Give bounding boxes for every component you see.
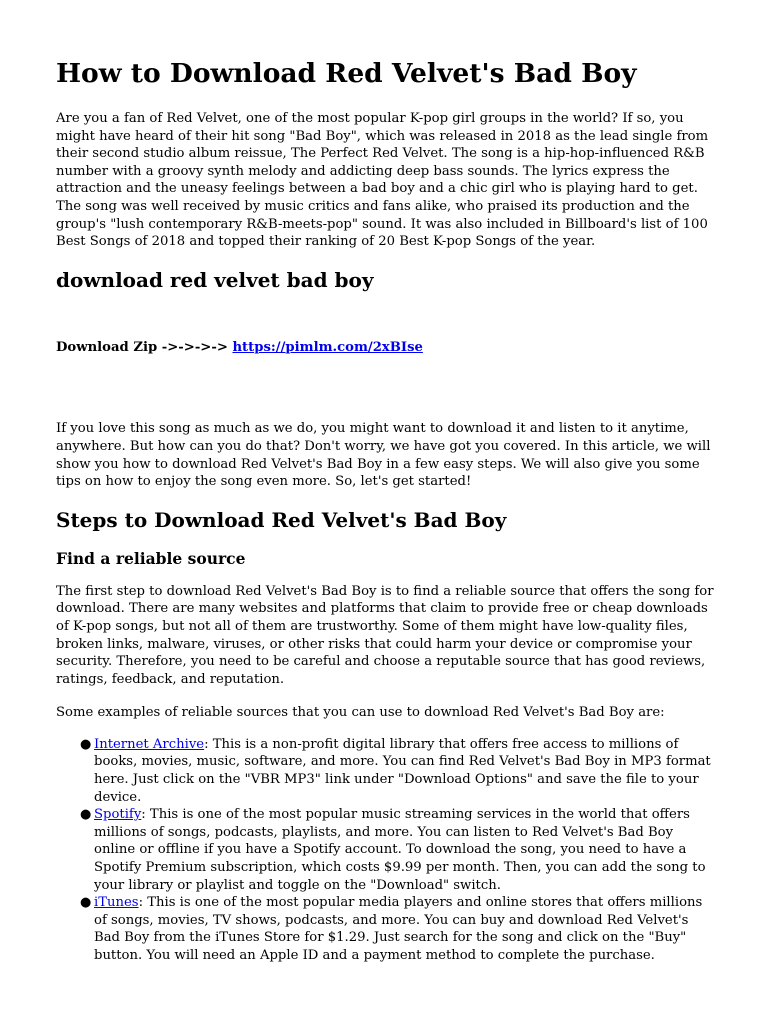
source-heading: Find a reliable source [56, 548, 246, 568]
sources-list [56, 736, 714, 965]
steps-heading: Steps to Download Red Velvet's Bad Boy [56, 507, 507, 532]
source-description: : This is one of the most popular music streaming services in the world that offers millions of songs, podcasts, playlists, and more. You can listen to Red Velvet's Bad Boy online or offline if you have a Spotify account. To download the song, you need to have a Spotify Premium subscription, which costs $9.99 per month. Then, you can add the song to your library or playlist and toggle on the "Download" switch. [94, 807, 706, 893]
list-item [80, 806, 714, 894]
bullet-icon: ● [80, 807, 92, 823]
bullet-icon: ● [80, 736, 92, 752]
body-paragraph-4: Some examples of reliable sources that you can use to download Red Velvet's Bad Boy are: [56, 705, 665, 721]
source-link-itunes[interactable]: iTunes [94, 895, 139, 911]
body-paragraph-3: The first step to download Red Velvet's Bad Boy is to find a reliable source that offers the song for download. There are many websites and platforms that claim to provide free or cheap downloads of K-pop songs, but not all of them are trustworthy. Some of them might have low-quality files, broken links, malware, viruses, or other risks that could harm your device or compromise your security. Therefore, you need to be careful and choose a reputable source that has good reviews, ratings, feedback, and reputation. [56, 583, 714, 687]
source-link-spotify[interactable]: Spotify [94, 807, 142, 823]
source-description: : This is a non-profit digital library that offers free access to millions of books, movies, music, software, and more. You can find Red Velvet's Bad Boy in MP3 format here. Just click on the "VBR MP3" link under "Download Options" and save the file to your device. [94, 736, 711, 805]
source-link-internet-archive[interactable]: Internet Archive [94, 736, 205, 752]
body-paragraph-2: If you love this song as much as we do, you might want to download it and listen to it anytime, anywhere. But how can you do that? Don't worry, we have got you covered. In this article, we will show you how to download Red Velvet's Bad Boy in a few easy steps. We will also give you some tips on how to enjoy the song even more. So, let's get started! [56, 421, 711, 490]
keyword-heading: download red velvet bad boy [56, 267, 374, 292]
intro-paragraph: Are you a fan of Red Velvet, one of the most popular K-pop girl groups in the world? If so, you might have heard of their hit song "Bad Boy", which was released in 2018 as the lead single from their second studio album reissue, The Perfect Red Velvet. The song is a hip-hop-influenced R&B number with a groovy synth melody and addicting deep bass sounds. The lyrics express the attraction and the uneasy feelings between a bad boy and a chic girl who is playing hard to get. The song was well received by music critics and fans alike, who praised its production and the group's "lush contemporary R&B-meets-pop" sound. It was also included in Billboard's list of 100 Best Songs of 2018 and topped their ranking of 20 Best K-pop Songs of the year. [56, 111, 709, 250]
source-description: : This is one of the most popular media players and online stores that offers millions of songs, movies, TV shows, podcasts, and more. You can buy and download Red Velvet's Bad Boy from the iTunes Store for $1.29. Just search for the song and click on the "Buy" button. You will need an Apple ID and a payment method to complete the purchase. [94, 895, 703, 963]
download-link[interactable]: https://pimlm.com/2xBIse [232, 339, 423, 355]
download-label: Download Zip ->->->-> [56, 339, 233, 355]
list-item [80, 894, 714, 964]
bullet-icon: ● [80, 895, 92, 911]
download-line [56, 339, 714, 357]
list-item [80, 736, 714, 806]
page-title: How to Download Red Velvet's Bad Boy [56, 58, 637, 89]
